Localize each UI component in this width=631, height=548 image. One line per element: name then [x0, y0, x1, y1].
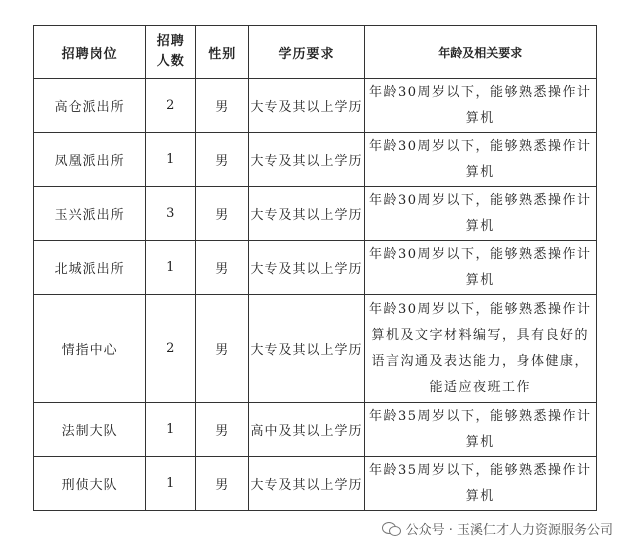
req-line: 能适应夜班工作 [429, 379, 532, 395]
cell-req [364, 457, 596, 511]
cell-post: 刑侦大队 [34, 457, 146, 511]
cell-num: 1 [146, 457, 196, 511]
cell-req [364, 187, 596, 241]
cell-edu: 大专及其以上学历 [249, 295, 364, 403]
cell-sex: 男 [196, 187, 249, 241]
req-line: 年龄30周岁以下，能够熟悉操作计 [369, 246, 592, 262]
table-row [34, 241, 597, 295]
req-line: 算机 [465, 488, 495, 504]
header-num-line2: 人数 [156, 54, 185, 69]
cell-sex: 男 [196, 403, 249, 457]
cell-sex: 男 [196, 241, 249, 295]
cell-num: 1 [146, 241, 196, 295]
watermark-text: 公众号 · 玉溪仁才人力资源服务公司 [405, 523, 613, 538]
cell-post: 玉兴派出所 [34, 187, 146, 241]
header-row [34, 26, 597, 79]
cell-edu: 高中及其以上学历 [249, 403, 364, 457]
table-row [34, 403, 597, 457]
req-line: 年龄35周岁以下，能够熟悉操作计 [369, 408, 592, 424]
header-sex: 性别 [196, 26, 249, 79]
header-num [146, 26, 196, 79]
table-row [34, 79, 597, 133]
req-line: 年龄30周岁以下，能够熟悉操作计 [369, 301, 592, 317]
cell-post: 北城派出所 [34, 241, 146, 295]
req-line: 算机 [465, 434, 495, 450]
recruitment-table [33, 25, 597, 511]
req-line: 算机及文字材料编写，具有良好的 [371, 327, 590, 343]
cell-edu: 大专及其以上学历 [249, 457, 364, 511]
cell-req [364, 241, 596, 295]
cell-num: 2 [146, 295, 196, 403]
req-line: 年龄30周岁以下，能够熟悉操作计 [369, 192, 592, 208]
cell-sex: 男 [196, 457, 249, 511]
cell-req [364, 295, 596, 403]
table-row [34, 295, 597, 403]
header-num-line1: 招聘 [156, 34, 185, 49]
wechat-icon [382, 522, 400, 536]
req-line: 语言沟通及表达能力，身体健康， [371, 353, 590, 369]
cell-req [364, 403, 596, 457]
cell-edu: 大专及其以上学历 [249, 187, 364, 241]
cell-num: 1 [146, 403, 196, 457]
cell-req [364, 133, 596, 187]
table-row [34, 187, 597, 241]
cell-sex: 男 [196, 79, 249, 133]
req-line: 年龄30周岁以下，能够熟悉操作计 [369, 84, 592, 100]
cell-edu: 大专及其以上学历 [249, 133, 364, 187]
header-req: 年龄及相关要求 [364, 26, 596, 79]
table-row [34, 133, 597, 187]
req-line: 年龄30周岁以下，能够熟悉操作计 [369, 138, 592, 154]
req-line: 算机 [465, 110, 495, 126]
cell-sex: 男 [196, 133, 249, 187]
cell-num: 1 [146, 133, 196, 187]
cell-post: 情指中心 [34, 295, 146, 403]
cell-post: 高仓派出所 [34, 79, 146, 133]
cell-post: 凤凰派出所 [34, 133, 146, 187]
cell-post: 法制大队 [34, 403, 146, 457]
cell-sex: 男 [196, 295, 249, 403]
wechat-watermark [382, 519, 613, 538]
req-line: 算机 [465, 164, 495, 180]
req-line: 算机 [465, 272, 495, 288]
cell-edu: 大专及其以上学历 [249, 79, 364, 133]
cell-req [364, 79, 596, 133]
table-row [34, 457, 597, 511]
req-line: 算机 [465, 218, 495, 234]
cell-edu: 大专及其以上学历 [249, 241, 364, 295]
header-edu: 学历要求 [249, 26, 364, 79]
cell-num: 2 [146, 79, 196, 133]
req-line: 年龄35周岁以下，能够熟悉操作计 [369, 462, 592, 478]
header-post: 招聘岗位 [34, 26, 146, 79]
cell-num: 3 [146, 187, 196, 241]
